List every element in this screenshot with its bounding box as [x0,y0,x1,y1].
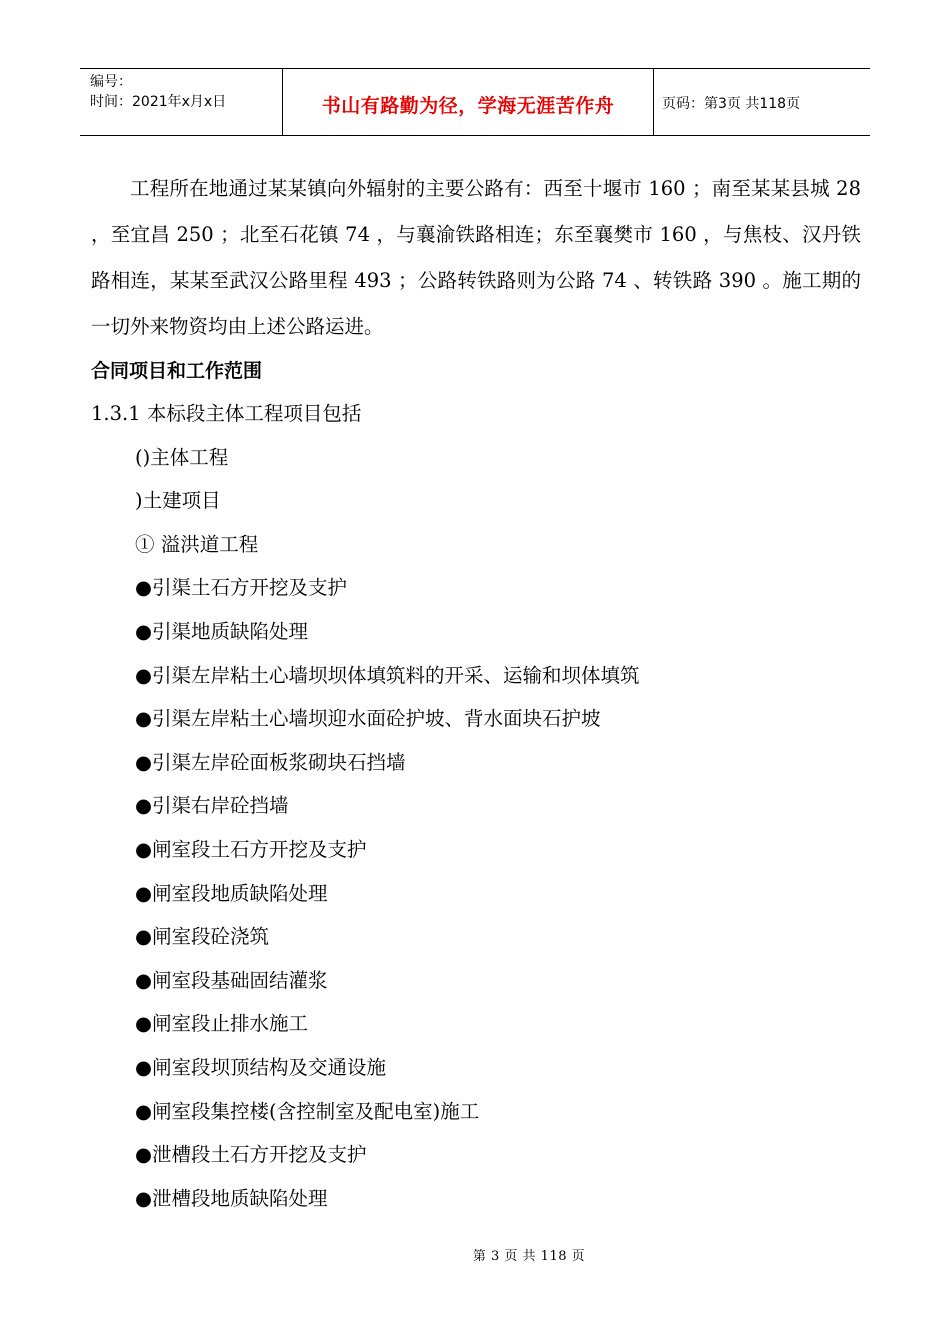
page-header [80,68,870,136]
list-item: ()主体工程 [135,445,229,469]
list-item: ●泄槽段土石方开挖及支护 [135,1143,367,1167]
list-item: ●闸室段坝顶结构及交通设施 [135,1055,387,1079]
page-footer: 第 3 页 共 118 页 [472,1249,586,1264]
list-item: ●引渠左岸砼面板浆砌块石挡墙 [135,750,406,774]
list-item: ●闸室段基础固结灌浆 [135,968,328,992]
header-page-label: 页码：第3页 共118页 [662,96,801,112]
list-item: ●闸室段地质缺陷处理 [135,881,328,905]
section-heading: 合同项目和工作范围 [91,360,263,382]
list-item: ●闸室段止排水施工 [135,1012,309,1036]
list-item: ●闸室段土石方开挖及支护 [135,837,367,861]
list-item: ●引渠土石方开挖及支护 [135,576,348,600]
document-time-label: 时间：2021年x月x日 [90,94,227,110]
header-meta [80,69,282,135]
header-page-cell [654,69,870,135]
list-item: ●引渠左岸粘土心墙坝迎水面砼护坡、背水面块石护坡 [135,707,601,731]
list-item: ●闸室段集控楼(含控制室及配电室)施工 [135,1099,480,1123]
header-motto: 书山有路勤为径，学海无涯苦作舟 [321,94,615,117]
list-item: ●引渠右岸砼挡墙 [135,794,289,818]
header-motto-cell [282,69,654,135]
document-body [91,166,861,1220]
list-item: )土建项目 [135,489,221,513]
subsection-heading: 1.3.1 本标段主体工程项目包括 [91,402,362,425]
intro-paragraph: 工程所在地通过某某镇向外辐射的主要公路有：西至十堰市 160 ；南至某某县城 28 ，至宜昌 250 ；北至石花镇 74 ，与襄渝铁路相连；东至襄樊市 160 ，与焦枝、汉丹铁路相连，某某至武汉公路里程 493 ；公路转铁路则为公路 74 、转铁路 390 。施工期的一切外来物资均由上述公路运进。 [91,177,861,338]
list-item: ●引渠左岸粘土心墙坝坝体填筑料的开采、运输和坝体填筑 [135,663,640,687]
document-number-label: 编号： [90,74,132,90]
list-item: ① 溢洪道工程 [135,532,259,556]
list-item: ●闸室段砼浇筑 [135,925,270,949]
list-item: ●引渠地质缺陷处理 [135,619,309,643]
list-item: ●泄槽段地质缺陷处理 [135,1186,328,1210]
